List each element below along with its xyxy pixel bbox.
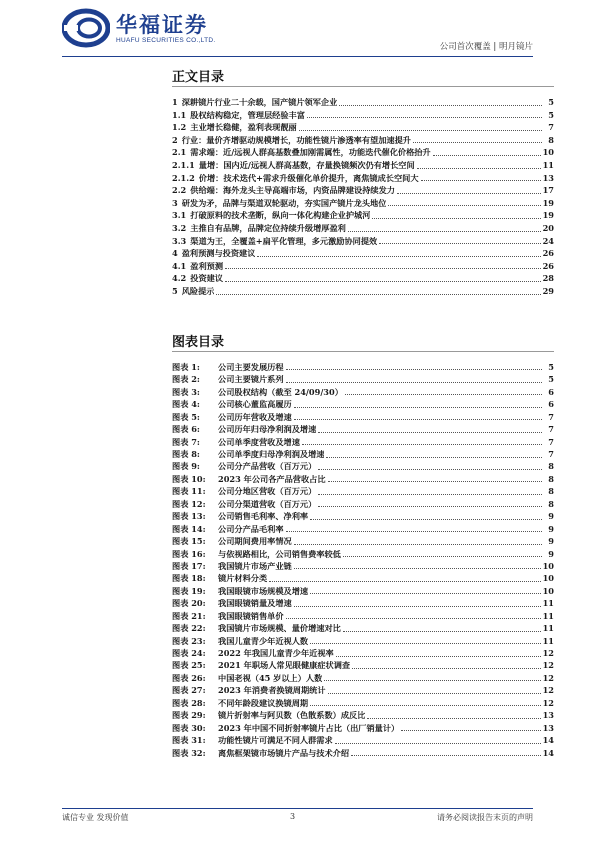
figure-entry-page: 9 — [548, 511, 554, 522]
figure-entry-leader-dots — [294, 606, 541, 607]
figure-entry-label: 公司核心董监高履历 — [218, 399, 292, 410]
figure-entry-leader-dots — [318, 469, 542, 470]
figure-entry[interactable] — [172, 361, 554, 373]
toc-entry[interactable] — [172, 146, 554, 159]
toc-entry-label: 价增：技术迭代+需求升级催化单价提升，离焦镜成长空间大 — [198, 172, 419, 183]
figure-entry-label: 2022 年我国儿童青少年近视率 — [218, 648, 334, 659]
figure-entry[interactable] — [172, 523, 554, 535]
figure-entry-label: 2023 年消费者换镜周期统计 — [218, 685, 326, 696]
figure-entry-leader-dots — [343, 556, 542, 557]
figure-entry[interactable] — [172, 448, 554, 460]
figure-entry-number: 图表 17: — [172, 560, 206, 571]
figure-entry-label: 公司历年归母净利润及增速 — [218, 424, 317, 435]
toc-entry-number: 2.2 — [172, 185, 187, 196]
figure-entry-page: 8 — [548, 461, 554, 472]
figure-entry-label: 公司股权结构（截至 24/09/30） — [218, 386, 343, 397]
figure-entry-label: 公司单季度归母净利润及增速 — [218, 449, 325, 460]
figure-entry[interactable] — [172, 635, 554, 647]
figure-entry-number: 图表 19: — [172, 585, 206, 596]
figure-entry[interactable] — [172, 548, 554, 560]
toc-entry-number: 4.1 — [172, 260, 187, 271]
figure-entry-leader-dots — [286, 618, 541, 619]
footer-slogan: 诚信专业 发现价值 — [62, 813, 129, 822]
figure-entry-page: 11 — [542, 623, 554, 634]
figure-entry-leader-dots — [269, 581, 540, 582]
figure-entry[interactable] — [172, 373, 554, 385]
figure-entry-number: 图表 25: — [172, 660, 206, 671]
figure-entry-leader-dots — [294, 419, 542, 420]
toc-entry[interactable] — [172, 222, 554, 235]
toc-title-rule — [172, 86, 554, 87]
toc-entry-label: 渠道为王，全覆盖+扁平化管理，多元激励协同提效 — [190, 235, 378, 246]
huafu-logo-icon — [62, 8, 110, 48]
figure-entry-label: 我国眼镜销售单价 — [218, 610, 284, 621]
figure-entry-page: 14 — [542, 735, 554, 746]
figure-entry-label: 公司主要发展历程 — [218, 361, 284, 372]
toc-entry-page: 13 — [542, 172, 554, 183]
figure-entry[interactable] — [172, 610, 554, 622]
toc-entry[interactable] — [172, 96, 554, 109]
figure-entry[interactable] — [172, 398, 554, 410]
figure-entry-page: 5 — [548, 361, 554, 372]
toc-entry[interactable] — [172, 247, 554, 260]
toc-entry-label: 股权结构稳定，管理层经验丰富 — [190, 109, 305, 120]
toc-entry[interactable] — [172, 184, 554, 197]
figure-entry-label: 公司分产品营收（百万元） — [218, 461, 317, 472]
figure-entry-leader-dots — [318, 506, 542, 507]
figure-entry[interactable] — [172, 660, 554, 672]
figure-entry[interactable] — [172, 647, 554, 659]
figures-title: 图表目录 — [172, 335, 225, 350]
toc-entry-number: 5 — [172, 285, 178, 296]
logo-chinese-name: 华福证券 — [116, 13, 208, 37]
figure-entry-page: 8 — [548, 498, 554, 509]
figure-entry-leader-dots — [345, 394, 542, 395]
figure-entry[interactable] — [172, 709, 554, 721]
figure-entry-label: 公司单季度营收及增速 — [218, 436, 300, 447]
logo-english-name: HUAFU SECURITIES CO.,LTD. — [116, 37, 216, 44]
toc-entry-label: 供给端：海外龙头主导高端市场，内资品牌建设持续发力 — [190, 185, 395, 196]
toc-entry-label: 盈利预测 — [190, 260, 224, 271]
toc-entry-page: 20 — [542, 222, 554, 233]
figure-entry-label: 公司主要镜片系列 — [218, 374, 284, 385]
toc-entry[interactable] — [172, 197, 554, 210]
page-header — [0, 0, 595, 60]
figure-entry-leader-dots — [324, 680, 540, 681]
figure-entry[interactable] — [172, 411, 554, 423]
figure-entry-leader-dots — [326, 457, 542, 458]
toc-entry[interactable] — [172, 134, 554, 147]
figure-entry-page: 14 — [542, 747, 554, 758]
figure-entry-label: 2023 年公司各产品营收占比 — [218, 473, 326, 484]
figure-entry-leader-dots — [286, 369, 542, 370]
toc-entry[interactable] — [172, 159, 554, 172]
figure-entry[interactable] — [172, 734, 554, 746]
figure-entry-leader-dots — [328, 693, 541, 694]
figure-entry-number: 图表 9: — [172, 461, 200, 472]
toc-entry-number: 1 — [172, 97, 178, 107]
figure-entry-number: 图表 11: — [172, 486, 206, 497]
figure-entry[interactable] — [172, 510, 554, 522]
page-number: 3 — [290, 812, 296, 821]
toc-entry-label: 研发为矛，品牌与渠道双轮驱动，夯实国产镜片龙头地位 — [181, 197, 387, 208]
toc-entry-page: 29 — [542, 285, 554, 296]
figure-entry-number: 图表 28: — [172, 697, 206, 708]
toc-entry-page: 28 — [542, 273, 554, 284]
figure-entry-number: 图表 29: — [172, 710, 206, 721]
figure-entry[interactable] — [172, 485, 554, 497]
figure-entry-number: 图表 22: — [172, 623, 206, 634]
figure-entry-page: 10 — [542, 585, 554, 596]
toc-entry-leader-dots — [433, 155, 541, 156]
figure-entry-leader-dots — [294, 407, 542, 408]
figure-entry[interactable] — [172, 684, 554, 696]
toc-entry-number: 4 — [172, 248, 178, 259]
figure-entry-page: 12 — [542, 685, 554, 696]
figure-entry-label: 2021 年职场人常见眼健康症状调查 — [218, 660, 351, 671]
figure-entry[interactable] — [172, 672, 554, 684]
figure-entry-leader-dots — [294, 568, 541, 569]
toc-entry-number: 2.1 — [172, 147, 187, 158]
toc-entry-page: 26 — [542, 260, 554, 271]
toc-entry-page: 26 — [542, 248, 554, 259]
toc-entry-number: 1.2 — [172, 122, 187, 133]
figure-entry-page: 13 — [542, 722, 554, 733]
figure-entry-label: 镜片材料分类 — [218, 573, 268, 584]
figure-entry-page: 7 — [548, 436, 554, 447]
figures-title-rule — [172, 351, 554, 352]
figure-entry-leader-dots — [401, 730, 540, 731]
figure-entry-number: 图表 1: — [172, 361, 200, 372]
figure-entry-label: 公司期间费用率情况 — [218, 536, 292, 547]
toc-entry-page: 7 — [548, 122, 554, 133]
figure-entry[interactable] — [172, 722, 554, 734]
figure-entry-page: 8 — [548, 486, 554, 497]
toc-list — [172, 96, 554, 298]
figure-entry-page: 7 — [548, 424, 554, 435]
toc-entry[interactable] — [172, 109, 554, 122]
figure-entry-leader-dots — [310, 593, 541, 594]
figure-entry-leader-dots — [302, 444, 542, 445]
figure-entry-page: 5 — [548, 374, 554, 385]
figures-list — [172, 361, 554, 759]
toc-entry-page: 8 — [548, 134, 554, 145]
figure-entry-number: 图表 24: — [172, 648, 206, 659]
toc-entry[interactable] — [172, 285, 554, 298]
figure-entry[interactable] — [172, 622, 554, 634]
figure-entry-label: 公司销售毛利率、净利率 — [218, 511, 309, 522]
figure-entry[interactable] — [172, 461, 554, 473]
toc-entry-leader-dots — [225, 281, 541, 282]
figure-entry-page: 9 — [548, 536, 554, 547]
figure-entry-leader-dots — [343, 631, 541, 632]
toc-entry-number: 3.2 — [172, 222, 187, 233]
figure-entry-number: 图表 5: — [172, 411, 200, 422]
figure-entry-page: 10 — [542, 560, 554, 571]
toc-entry-page: 10 — [542, 147, 554, 158]
toc-entry[interactable] — [172, 172, 554, 185]
figure-entry-leader-dots — [310, 705, 541, 706]
toc-entry-number: 3.3 — [172, 235, 187, 246]
toc-entry-number: 1.1 — [172, 109, 187, 120]
toc-entry-leader-dots — [388, 205, 540, 206]
figure-entry-number: 图表 26: — [172, 672, 206, 683]
figure-entry-number: 图表 13: — [172, 511, 206, 522]
figure-entry-page: 12 — [542, 648, 554, 659]
toc-entry-label: 行业：量价齐增驱动规模增长，功能性镜片渗透率有望加速提升 — [181, 134, 411, 145]
toc-entry-leader-dots — [225, 268, 541, 269]
figure-entry-page: 12 — [542, 697, 554, 708]
figure-entry-number: 图表 12: — [172, 498, 206, 509]
toc-entry-page: 19 — [542, 197, 554, 208]
figure-entry-label: 离焦框架镜市场镜片产品与技术介绍 — [218, 747, 350, 758]
toc-entry-leader-dots — [307, 117, 542, 118]
footer-disclaimer: 请务必阅读报告末页的声明 — [437, 813, 533, 822]
figure-entry-label: 功能性镜片可满足不同人群需求 — [218, 735, 333, 746]
figure-entry-number: 图表 8: — [172, 449, 200, 460]
toc-entry-label: 主业增长稳健，盈利表现靓丽 — [190, 122, 297, 133]
toc-entry-page: 5 — [548, 97, 554, 107]
toc-entry-number: 2 — [172, 134, 178, 145]
toc-entry[interactable] — [172, 235, 554, 248]
figure-entry-number: 图表 23: — [172, 635, 206, 646]
toc-entry-label: 主推自有品牌，品牌定位持续升级增厚盈利 — [190, 222, 346, 233]
figure-entry[interactable] — [172, 386, 554, 398]
toc-entry-leader-dots — [413, 142, 542, 143]
figure-entry-page: 6 — [548, 386, 554, 397]
figure-entry-number: 图表 7: — [172, 436, 200, 447]
toc-entry-number: 4.2 — [172, 273, 187, 284]
figure-entry[interactable] — [172, 697, 554, 709]
figure-entry-page: 11 — [542, 610, 554, 621]
figure-entry-leader-dots — [310, 519, 542, 520]
toc-entry-number: 2.1.1 — [172, 159, 195, 170]
toc-title: 正文目录 — [172, 70, 225, 85]
figure-entry[interactable] — [172, 473, 554, 485]
figure-entry[interactable] — [172, 535, 554, 547]
figure-entry-label: 公司分地区营收（百万元） — [218, 486, 317, 497]
toc-entry-label: 量增：国内近/远视人群高基数，存量换镜频次仍有增长空间 — [198, 159, 415, 170]
figure-entry-label: 我国镜片市场规模、量价增速对比 — [218, 623, 341, 634]
toc-entry-leader-dots — [348, 231, 541, 232]
figure-entry-number: 图表 21: — [172, 610, 206, 621]
figure-entry-leader-dots — [294, 544, 542, 545]
figure-entry-number: 图表 2: — [172, 374, 200, 385]
toc-entry-label: 风险提示 — [181, 285, 215, 296]
figure-entry-label: 我国眼镜市场规模及增速 — [218, 585, 309, 596]
toc-entry-leader-dots — [372, 218, 540, 219]
figure-entry-leader-dots — [310, 643, 541, 644]
toc-entry-leader-dots — [339, 105, 542, 106]
figure-entry-page: 10 — [542, 573, 554, 584]
figure-entry-label: 公司历年营收及增速 — [218, 411, 292, 422]
toc-entry-page: 11 — [542, 159, 554, 170]
figure-entry-page: 13 — [542, 710, 554, 721]
figure-entry-page: 11 — [542, 635, 554, 646]
toc-entry-number: 3.1 — [172, 210, 187, 221]
figure-entry-leader-dots — [351, 755, 541, 756]
toc-entry-label: 深耕镜片行业二十余载，国产镜片领军企业 — [181, 97, 338, 107]
toc-entry-leader-dots — [421, 180, 541, 181]
figure-entry-label: 2023 年中国不同折射率镜片占比（出厂销量计） — [218, 722, 400, 733]
toc-entry-page: 5 — [548, 109, 554, 120]
figure-entry-label: 我国眼镜销量及增速 — [218, 598, 292, 609]
figure-entry-page: 7 — [548, 449, 554, 460]
figure-entry-number: 图表 20: — [172, 598, 206, 609]
figure-entry-number: 图表 6: — [172, 424, 200, 435]
figure-entry-leader-dots — [336, 656, 541, 657]
figure-entry[interactable] — [172, 423, 554, 435]
toc-entry-number: 2.1.2 — [172, 172, 195, 183]
figure-entry[interactable] — [172, 585, 554, 597]
toc-entry-page: 19 — [542, 210, 554, 221]
figure-entry-label: 中国老视（45 岁以上）人数 — [218, 672, 323, 683]
figure-entry-page: 9 — [548, 548, 554, 559]
toc-entry-leader-dots — [216, 294, 540, 295]
toc-entry-label: 打破原料的技术垄断，纵向一体化构建企业护城河 — [190, 210, 371, 221]
figure-entry-number: 图表 15: — [172, 536, 206, 547]
figure-entry[interactable] — [172, 747, 554, 759]
figure-entry-number: 图表 3: — [172, 386, 200, 397]
toc-entry-label: 盈利预测与投资建议 — [181, 248, 256, 259]
figure-entry-page: 6 — [548, 399, 554, 410]
figure-entry-label: 公司分产品毛利率 — [218, 523, 284, 534]
figure-entry-label: 不同年龄段建议换镜周期 — [218, 697, 309, 708]
toc-entry[interactable] — [172, 272, 554, 285]
toc-entry-leader-dots — [257, 256, 540, 257]
toc-entry-leader-dots — [299, 130, 542, 131]
figure-entry-page: 7 — [548, 411, 554, 422]
toc-entry-page: 17 — [542, 185, 554, 196]
figure-entry-number: 图表 32: — [172, 747, 206, 758]
figure-entry[interactable] — [172, 498, 554, 510]
figure-entry[interactable] — [172, 560, 554, 572]
figure-entry-number: 图表 31: — [172, 735, 206, 746]
toc-entry-leader-dots — [397, 193, 541, 194]
figure-entry-leader-dots — [318, 432, 542, 433]
figure-entry[interactable] — [172, 436, 554, 448]
figure-entry-leader-dots — [335, 743, 541, 744]
figure-entry-number: 图表 14: — [172, 523, 206, 534]
figure-entry-leader-dots — [286, 382, 542, 383]
figure-entry-label: 我国镜片市场产业链 — [218, 560, 292, 571]
figure-entry-label: 镜片折射率与阿贝数（色散系数）成反比 — [218, 710, 366, 721]
figure-entry-number: 图表 27: — [172, 685, 206, 696]
toc-entry[interactable] — [172, 209, 554, 222]
figure-entry-leader-dots — [352, 668, 541, 669]
figure-entry-page: 12 — [542, 660, 554, 671]
toc-entry-number: 3 — [172, 197, 178, 208]
figure-entry-page: 12 — [542, 672, 554, 683]
footer-divider — [62, 808, 533, 809]
header-divider — [62, 56, 533, 57]
figure-entry-number: 图表 30: — [172, 722, 206, 733]
toc-entry-label: 需求端：近/远视人群高基数叠加刚需属性，功能迭代催化价格抬升 — [190, 147, 431, 158]
figure-entry-number: 图表 18: — [172, 573, 206, 584]
figure-entry-number: 图表 16: — [172, 548, 206, 559]
report-type-label: 公司首次覆盖 | 明月镜片 — [439, 42, 533, 52]
figure-entry-leader-dots — [367, 718, 540, 719]
figure-entry-label: 我国儿童青少年近视人数 — [218, 635, 309, 646]
toc-entry[interactable] — [172, 121, 554, 134]
figure-entry-number: 图表 10: — [172, 473, 206, 484]
figure-entry-page: 8 — [548, 473, 554, 484]
toc-entry-leader-dots — [379, 243, 540, 244]
figure-entry-label: 公司分渠道营收（百万元） — [218, 498, 317, 509]
toc-entry[interactable] — [172, 260, 554, 273]
figure-entry[interactable] — [172, 597, 554, 609]
figure-entry-number: 图表 4: — [172, 399, 200, 410]
figure-entry-page: 9 — [548, 523, 554, 534]
figure-entry-label: 与依视路相比，公司销售费率较低 — [218, 548, 341, 559]
toc-entry-page: 24 — [542, 235, 554, 246]
figure-entry-page: 11 — [542, 598, 554, 609]
figure-entry[interactable] — [172, 572, 554, 584]
toc-entry-label: 投资建议 — [190, 273, 224, 284]
figure-entry-leader-dots — [328, 481, 542, 482]
figure-entry-leader-dots — [318, 494, 542, 495]
toc-entry-leader-dots — [417, 168, 541, 169]
figure-entry-leader-dots — [286, 531, 542, 532]
